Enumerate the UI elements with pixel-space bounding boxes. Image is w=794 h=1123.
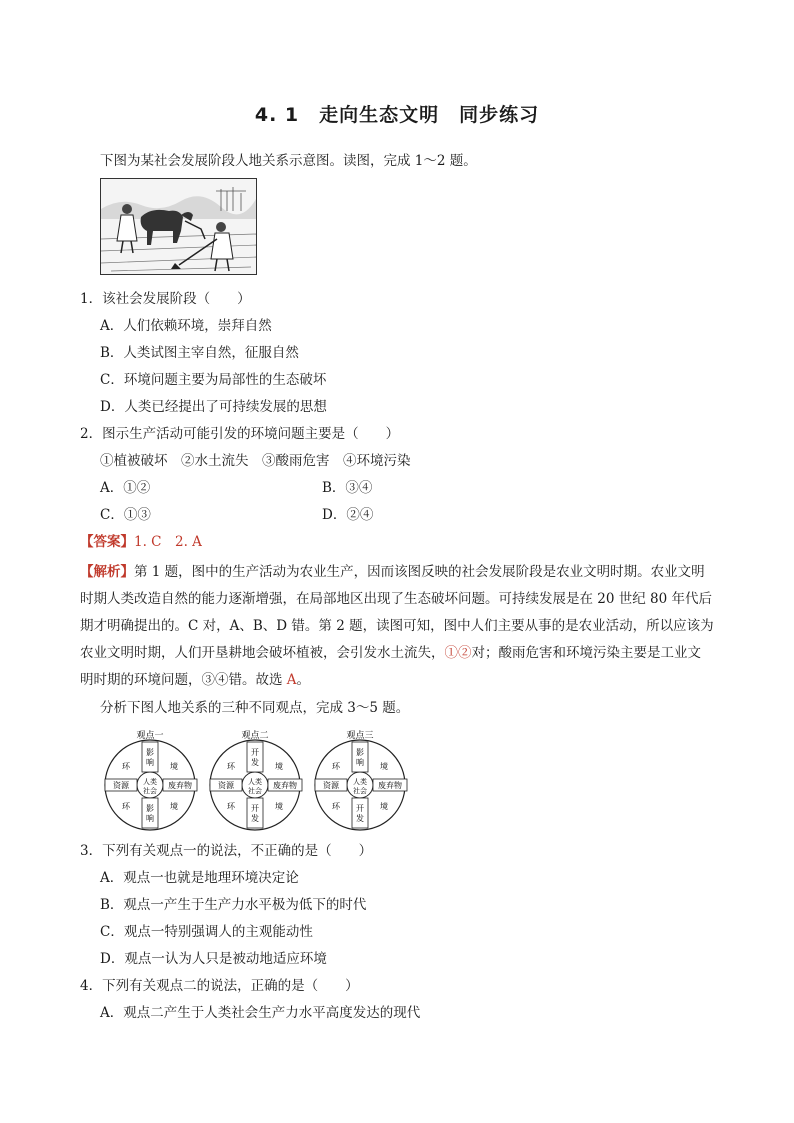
answer-line <box>80 533 202 551</box>
diagram-viewpoint-1 <box>100 729 200 838</box>
diagram-3-br: 境 <box>380 802 388 811</box>
q4-stem: 4．下列有关观点二的说法，正确的是（ ） <box>80 978 359 994</box>
diagram-2-left: 资源 <box>218 781 234 790</box>
diagram-3-top-1: 影 <box>356 748 364 757</box>
diagram-2-tl: 环 <box>227 762 235 771</box>
diagram-3-tl: 环 <box>332 762 340 771</box>
q4-option-a: A．观点二产生于人类社会生产力水平高度发达的现代 <box>100 1005 421 1021</box>
diagram-3-center-1: 人类 <box>353 778 367 786</box>
diagram-1-left: 资源 <box>113 781 129 790</box>
answer-text: 1. C 2. A <box>134 534 202 550</box>
diagram-1-top-2: 响 <box>146 758 154 767</box>
diagram-1-br: 境 <box>170 802 178 811</box>
diagram-3-center-2: 社会 <box>353 787 367 795</box>
diagram-2-top-1: 开 <box>251 748 259 757</box>
diagram-2-bl: 环 <box>227 802 235 811</box>
diagram-2-center-2: 社会 <box>248 787 262 795</box>
analysis-text-4c: 对；酸雨危害和环境污染主要是工业文 <box>471 645 701 661</box>
q2-option-b: B．③④ <box>322 480 373 496</box>
analysis-text-5a: 明时期的环境问题，③④错。故选 <box>80 672 287 688</box>
q3-option-b: B．观点一产生于生产力水平极为低下的时代 <box>100 897 367 913</box>
analysis-label: 【解析】 <box>80 564 134 580</box>
analysis-line-4 <box>80 644 701 662</box>
diagram-3-bottom-2: 发 <box>356 814 364 823</box>
diagram-2-bottom-1: 开 <box>251 804 259 813</box>
page-title: 4. 1 走向生态文明 同步练习 <box>254 104 540 126</box>
q3-option-d: D．观点一认为人只是被动地适应环境 <box>100 951 327 967</box>
diagram-1-title: 观点一 <box>136 731 164 741</box>
intro-text-1: 下图为某社会发展阶段人地关系示意图。读图，完成 1～2 题。 <box>100 153 477 169</box>
diagram-1-tr: 境 <box>170 762 178 771</box>
analysis-text-5b: A <box>286 672 297 688</box>
diagram-1-top-1: 影 <box>146 748 154 757</box>
diagram-3-bl: 环 <box>332 802 340 811</box>
q1-option-b: B．人类试图主宰自然，征服自然 <box>100 345 299 361</box>
q1-option-a: A．人们依赖环境，崇拜自然 <box>100 318 272 334</box>
analysis-text-5c: 。 <box>296 672 311 688</box>
diagram-1-center-1: 人类 <box>143 778 157 786</box>
analysis-line-1 <box>80 563 705 581</box>
q1-stem: 1．该社会发展阶段（ ） <box>80 291 251 307</box>
diagram-3-bottom-1: 开 <box>356 804 364 813</box>
diagram-2-bottom-2: 发 <box>251 814 259 823</box>
q2-items: ①植被破坏 ②水土流失 ③酸雨危害 ④环境污染 <box>100 453 411 469</box>
intro-text-2: 分析下图人地关系的三种不同观点，完成 3～5 题。 <box>100 700 410 716</box>
q1-option-c: C．环境问题主要为局部性的生态破坏 <box>100 372 327 388</box>
q1-option-d: D．人类已经提出了可持续发展的思想 <box>100 399 327 415</box>
diagram-1-tl: 环 <box>122 762 130 771</box>
diagram-2-center-1: 人类 <box>248 778 262 786</box>
diagram-3-tr: 境 <box>380 762 388 771</box>
analysis-text-4b: ①② <box>444 645 472 661</box>
analysis-text-4a: 农业文明时期，人们开垦耕地会破坏植被，会引发水土流失， <box>80 645 445 661</box>
analysis-line-5 <box>80 671 310 689</box>
diagram-1-bottom-2: 响 <box>146 814 154 823</box>
diagram-2-tr: 境 <box>275 762 283 771</box>
diagram-viewpoint-3 <box>310 729 410 838</box>
diagram-3-left: 资源 <box>323 781 339 790</box>
analysis-text-1: 第 1 题，图中的生产活动为农业生产，因而该图反映的社会发展阶段是农业文明时期。农业文明 <box>134 564 705 580</box>
diagram-2-right: 废弃物 <box>273 781 297 790</box>
q3-stem: 3．下列有关观点一的说法，不正确的是（ ） <box>80 843 373 859</box>
q3-option-a: A．观点一也就是地理环境决定论 <box>100 870 299 886</box>
diagram-3-right: 废弃物 <box>378 781 402 790</box>
diagram-2-br: 境 <box>275 802 283 811</box>
q2-option-c: C．①③ <box>100 507 151 523</box>
diagram-1-bottom-1: 影 <box>146 804 154 813</box>
diagram-1-center-2: 社会 <box>143 787 157 795</box>
diagram-3-top-2: 响 <box>356 758 364 767</box>
analysis-line-2: 时期人类改造自然的能力逐渐增强，在局部地区出现了生态破坏问题。可持续发展是在 20 世纪 80 年代后 <box>80 591 713 607</box>
answer-label: 【答案】 <box>80 534 134 550</box>
diagram-2-top-2: 发 <box>251 758 259 767</box>
analysis-line-3: 期才明确提出的。C 对，A、B、D 错。第 2 题，读图可知，图中人们主要从事的是农业活动，所以应该为 <box>80 618 714 634</box>
q2-option-a: A．①② <box>100 480 151 496</box>
diagram-2-title: 观点二 <box>241 731 269 741</box>
q3-option-c: C．观点一特别强调人的主观能动性 <box>100 924 313 940</box>
q2-option-d: D．②④ <box>322 507 374 523</box>
diagram-1-right: 废弃物 <box>168 781 192 790</box>
diagram-1-bl: 环 <box>122 802 130 811</box>
q2-stem: 2．图示生产活动可能引发的环境问题主要是（ ） <box>80 426 400 442</box>
diagram-viewpoint-2 <box>205 729 305 838</box>
farming-illustration <box>100 178 257 275</box>
farming-scene-image <box>101 179 256 274</box>
diagram-3-title: 观点三 <box>346 731 374 741</box>
